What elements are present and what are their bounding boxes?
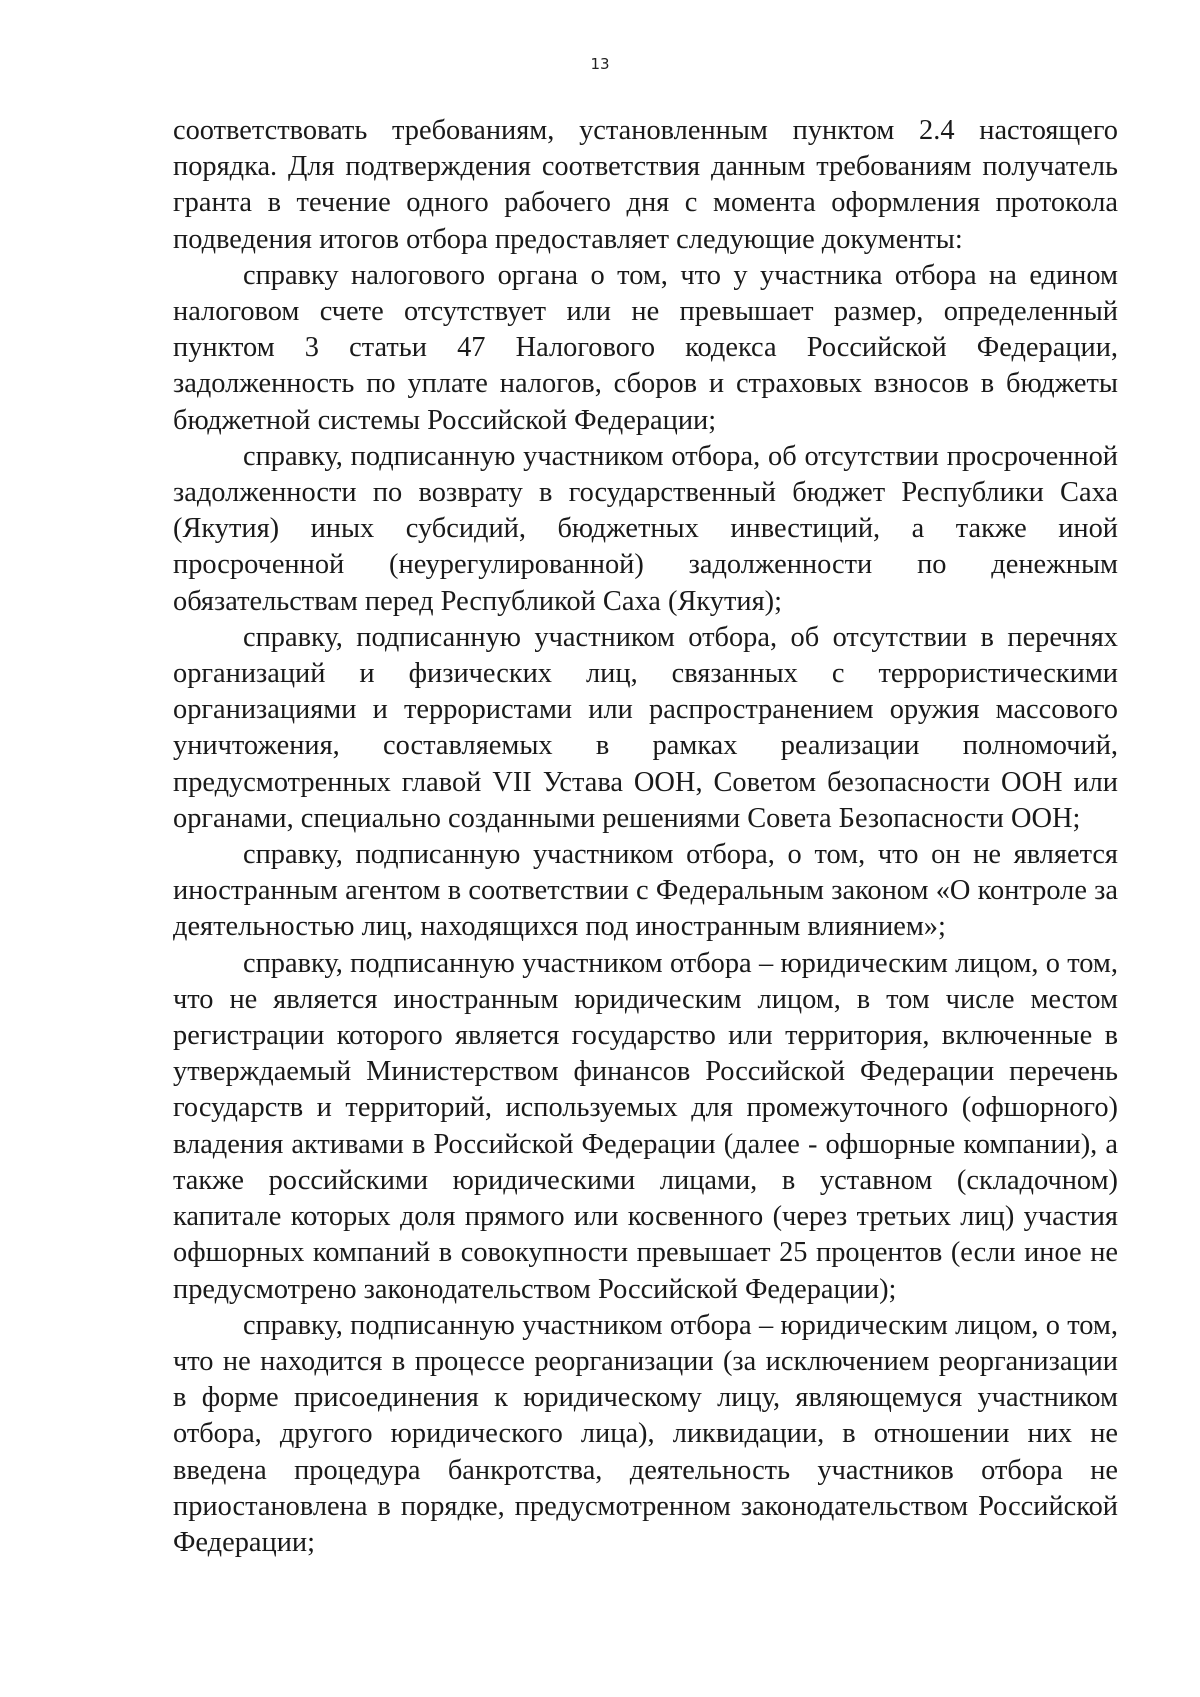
document-body xyxy=(173,113,1118,1561)
paragraph-continuation: соответствовать требованиям, установленным пунктом 2.4 настоящего порядка. Для подтверждения соответствия данным требованиям получатель гранта в течение одного рабочего дня с момента оформления протокола подведения итогов отбора предоставляет следующие документы: xyxy=(173,115,1118,255)
paragraph-tax-certificate: справку налогового органа о том, что у участника отбора на едином налоговом счете отсутствует или не превышает размер, определенный пунктом 3 статьи 47 Налогового кодекса Российской Федерации, задолженность по уплате налогов, сборов и страховых взносов в бюджеты бюджетной системы Российской Федерации; xyxy=(173,259,1118,436)
page-number: 13 xyxy=(590,55,610,73)
paragraph-foreign-agent: справку, подписанную участником отбора, о том, что он не является иностранным агентом в соответствии с Федеральным законом «О контроле за деятельностью лиц, находящихся под иностранным влиянием»; xyxy=(173,839,1118,943)
paragraph-reorganization: справку, подписанную участником отбора – юридическим лицом, о том, что не находится в процессе реорганизации (за исключением реорганизации в форме присоединения к юридическому лицу, являющемуся участником отбора, другого юридического лица), ликвидации, в отношении них не введена процедура банкротства, деятельность участников отбора не приостановлена в порядке, предусмотренном законодательством Российской Федерации; xyxy=(173,1309,1118,1558)
paragraph-terrorism-lists: справку, подписанную участником отбора, об отсутствии в перечнях организаций и физических лиц, связанных с террористическими организациями и террористами или распространением оружия массового уничтожения, составляемых в рамках реализации полномочий, предусмотренных главой VII Устава ООН, Советом безопасности ООН или органами, специально созданными решениями Совета Безопасности ООН; xyxy=(173,621,1118,834)
paragraph-no-overdue-debt: справку, подписанную участником отбора, об отсутствии просроченной задолженности по возврату в государственный бюджет Республики Саха (Якутия) иных субсидий, бюджетных инвестиций, а также иной просроченной (неурегулированной) задолженности по денежным обязательствам перед Республикой Саха (Якутия); xyxy=(173,440,1118,617)
paragraph-offshore: справку, подписанную участником отбора – юридическим лицом, о том, что не является иностранным юридическим лицом, в том числе местом регистрации которого является государство или территория, включенные в утверждаемый Министерством финансов Российской Федерации перечень государств и территорий, используемых для промежуточного (офшорного) владения активами в Российской Федерации (далее - офшорные компании), а также российскими юридическими лицами, в уставном (складочном) капитале которых доля прямого или косвенного (через третьих лиц) участия офшорных компаний в совокупности превышает 25 процентов (если иное не предусмотрено законодательством Российской Федерации); xyxy=(173,947,1118,1305)
